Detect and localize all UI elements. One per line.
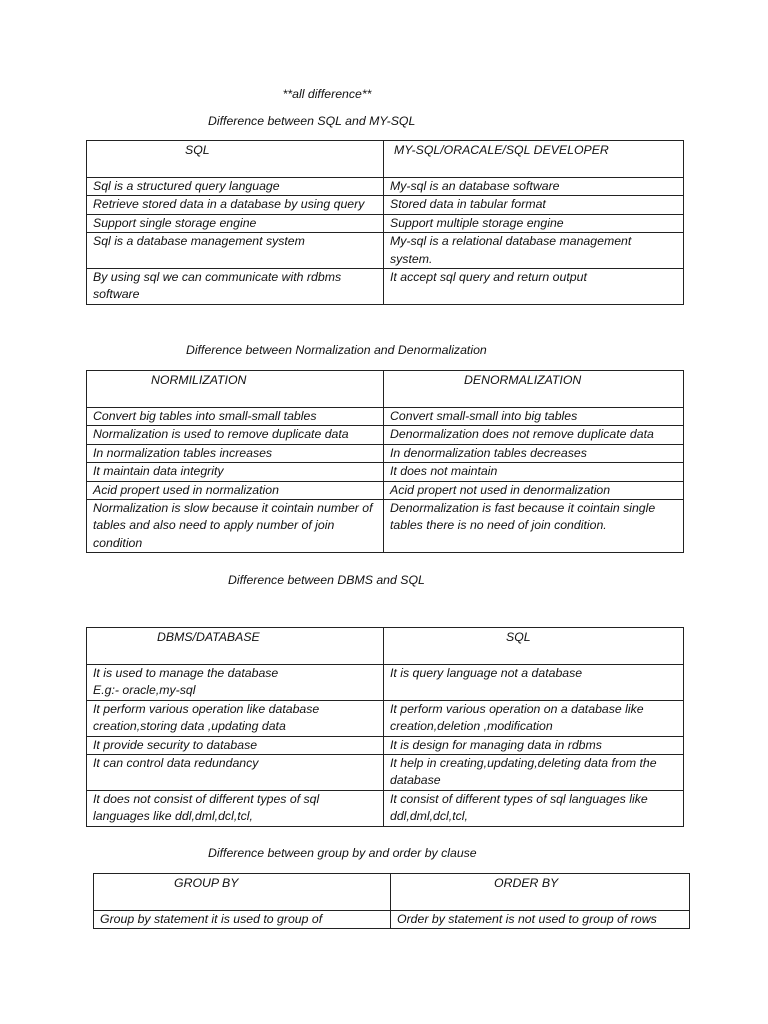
table-row — [87, 233, 684, 269]
table-cell: It help in creating,updating,deleting data from the database — [384, 755, 684, 791]
table-cell: By using sql we can communicate with rdbms software — [87, 269, 384, 305]
table-cell: Support single storage engine — [87, 214, 384, 232]
column-header: MY-SQL/ORACALE/SQL DEVELOPER — [384, 141, 684, 178]
comparison-table — [86, 370, 684, 553]
comparison-table — [93, 873, 690, 929]
table-cell: My-sql is an database software — [384, 178, 684, 196]
table-header-row — [87, 141, 684, 178]
table-row — [87, 408, 684, 426]
table-cell: Retrieve stored data in a database by using query — [87, 196, 384, 214]
section-heading: Difference between SQL and MY-SQL — [208, 114, 416, 128]
table-cell: In denormalization tables decreases — [384, 444, 684, 462]
table-row — [87, 790, 684, 826]
column-header: NORMILIZATION — [87, 371, 384, 408]
table-row — [94, 911, 690, 929]
comparison-table — [86, 140, 684, 305]
table-cell: Sql is a structured query language — [87, 178, 384, 196]
table-cell: Normalization is used to remove duplicate data — [87, 426, 384, 444]
column-header: ORDER BY — [391, 874, 690, 911]
table-cell: Order by statement is not used to group of rows — [391, 911, 690, 929]
table-row — [87, 214, 684, 232]
table-cell: It does not maintain — [384, 463, 684, 481]
table-cell: It accept sql query and return output — [384, 269, 684, 305]
section-heading: Difference between DBMS and SQL — [228, 573, 425, 587]
table-row — [87, 196, 684, 214]
table-cell: Denormalization is fast because it cointain single tables there is no need of join condition. — [384, 500, 684, 553]
table-cell: Convert small-small into big tables — [384, 408, 684, 426]
table-row — [87, 665, 684, 701]
table-cell: It perform various operation on a database like creation,deletion ,modification — [384, 700, 684, 736]
table-row — [87, 481, 684, 499]
table-row — [87, 444, 684, 462]
table-cell: It consist of different types of sql languages like ddl,dml,dcl,tcl, — [384, 790, 684, 826]
table-cell: It provide security to database — [87, 736, 384, 754]
table-cell: Acid propert used in normalization — [87, 481, 384, 499]
table-cell: It is design for managing data in rdbms — [384, 736, 684, 754]
table-row — [87, 269, 684, 305]
column-header: DBMS/DATABASE — [87, 628, 384, 665]
table-row — [87, 736, 684, 754]
table-cell: Normalization is slow because it cointain number of tables and also need to apply number of join condition — [87, 500, 384, 553]
column-header: SQL — [87, 141, 384, 178]
comparison-table — [86, 627, 684, 827]
section-heading: Difference between group by and order by clause — [208, 846, 477, 860]
column-header: GROUP BY — [94, 874, 391, 911]
column-header: SQL — [384, 628, 684, 665]
table-cell: Stored data in tabular format — [384, 196, 684, 214]
table-cell: It is used to manage the database E.g:- oracle,my-sql — [87, 665, 384, 701]
page-title: **all difference** — [282, 87, 372, 101]
section-heading: Difference between Normalization and Denormalization — [186, 343, 487, 357]
table-cell: Denormalization does not remove duplicate data — [384, 426, 684, 444]
table-header-row — [87, 628, 684, 665]
table-header-row — [87, 371, 684, 408]
table-cell: My-sql is a relational database management system. — [384, 233, 684, 269]
table-cell: It perform various operation like database creation,storing data ,updating data — [87, 700, 384, 736]
table-cell: It can control data redundancy — [87, 755, 384, 791]
table-row — [87, 463, 684, 481]
column-header: DENORMALIZATION — [384, 371, 684, 408]
table-cell: It maintain data integrity — [87, 463, 384, 481]
table-row — [87, 755, 684, 791]
table-cell: Group by statement it is used to group of — [94, 911, 391, 929]
table-cell: Sql is a database management system — [87, 233, 384, 269]
table-row — [87, 700, 684, 736]
table-cell: Acid propert not used in denormalization — [384, 481, 684, 499]
table-cell: Convert big tables into small-small tables — [87, 408, 384, 426]
table-row — [87, 426, 684, 444]
table-cell: It does not consist of different types of sql languages like ddl,dml,dcl,tcl, — [87, 790, 384, 826]
table-cell: It is query language not a database — [384, 665, 684, 701]
table-row — [87, 178, 684, 196]
table-header-row — [94, 874, 690, 911]
table-cell: Support multiple storage engine — [384, 214, 684, 232]
table-row — [87, 500, 684, 553]
table-cell: In normalization tables increases — [87, 444, 384, 462]
